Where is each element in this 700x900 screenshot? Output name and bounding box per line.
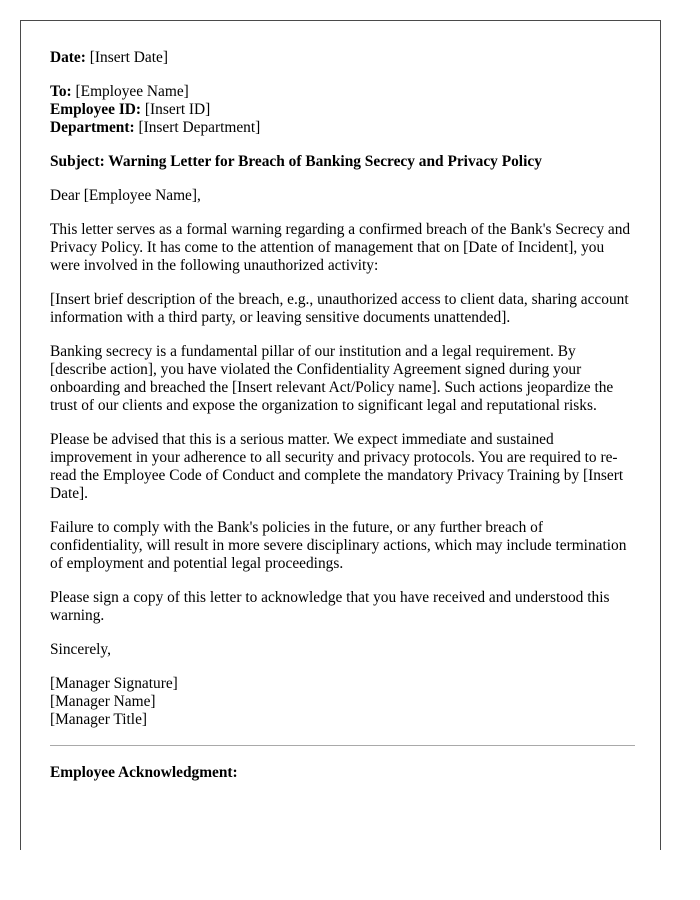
paragraph-breach-description: [Insert brief description of the breach, e.g., unauthorized access to client data, sharing account information with a third party, or leaving sensitive documents unattended]. — [50, 291, 629, 326]
closing: Sincerely, — [50, 641, 111, 658]
date-value: [Insert Date] — [89, 49, 168, 66]
letter-page — [20, 20, 661, 850]
subject-line: Subject: Warning Letter for Breach of Banking Secrecy and Privacy Policy — [50, 153, 542, 170]
employee-id-value: [Insert ID] — [144, 101, 211, 118]
signature-block — [50, 675, 635, 729]
date-block — [50, 49, 635, 67]
paragraph-secrecy-violation: Banking secrecy is a fundamental pillar of our institution and a legal requirement. By [describe action], you have violated the Confidentiality Agreement signed during your onboarding and breached the [Insert relevant Act/Policy name]. Such actions jeopardize the trust of our clients and expose the organization to significant legal and reputational risks. — [50, 343, 614, 414]
to-value: [Employee Name] — [75, 83, 189, 100]
paragraph-required-actions: Please be advised that this is a serious matter. We expect immediate and sustained improvement in your adherence to all security and privacy protocols. You are required to re-read the Employee Code of Conduct and complete the mandatory Privacy Training by [Insert Date]. — [50, 431, 624, 502]
to-line — [50, 83, 635, 101]
department-label: Department: — [50, 119, 135, 136]
divider — [50, 745, 635, 746]
paragraph-consequences: Failure to comply with the Bank's policies in the future, or any further breach of confidentiality, will result in more severe disciplinary actions, which may include termination of employment and potential legal proceedings. — [50, 519, 627, 572]
date-label: Date: — [50, 49, 86, 66]
paragraph-sign-request: Please sign a copy of this letter to acknowledge that you have received and understood this warning. — [50, 589, 610, 624]
manager-title: [Manager Title] — [50, 711, 148, 728]
department-value: [Insert Department] — [138, 119, 261, 136]
manager-signature: [Manager Signature] — [50, 675, 178, 692]
recipient-block — [50, 83, 635, 137]
acknowledgment-heading: Employee Acknowledgment: — [50, 764, 238, 781]
date-line — [50, 49, 635, 67]
employee-id-line — [50, 101, 635, 119]
salutation: Dear [Employee Name], — [50, 187, 201, 204]
to-label: To: — [50, 83, 72, 100]
letter-body — [50, 49, 635, 782]
manager-name: [Manager Name] — [50, 693, 156, 710]
employee-id-label: Employee ID: — [50, 101, 142, 118]
paragraph-intro: This letter serves as a formal warning regarding a confirmed breach of the Bank's Secrecy and Privacy Policy. It has come to the attention of management that on [Date of Incident], you were involved in the following unauthorized activity: — [50, 221, 631, 274]
department-line — [50, 119, 635, 137]
